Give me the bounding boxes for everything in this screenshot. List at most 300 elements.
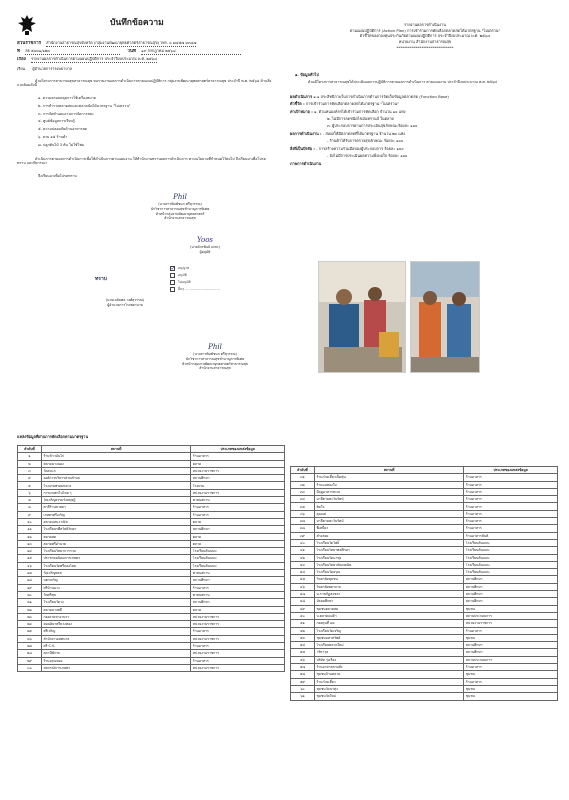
- report-goal-line: [290, 95, 449, 100]
- table-row: [18, 621, 285, 628]
- cell-no: ๔๕: [291, 576, 315, 583]
- signature-block-1: [115, 193, 245, 221]
- table-row: [18, 555, 285, 562]
- cell-type: ชุมชน: [464, 693, 558, 700]
- cell-type: ร้านอาหาร: [464, 510, 558, 517]
- table-row: [18, 613, 285, 620]
- memo-item: ๕. ความปลอดภัยด้านอาหารสด: [38, 127, 88, 132]
- check-label-4: อื่นๆ ................................: [178, 287, 220, 291]
- table-row: [291, 488, 558, 495]
- table-row: [291, 576, 558, 583]
- cell-no: ๓๒: [291, 481, 315, 488]
- cell-place: ประชาคมนิคมการเกษตร: [41, 555, 190, 562]
- signature-block-2: [160, 236, 250, 255]
- cell-place: ชุมชนมหาทรัพย์: [314, 634, 463, 641]
- memo-item: ๒. การสำรวจตลาดสดและตลาดนัดได้มาตรฐาน "ไม่เตรวน": [38, 103, 131, 108]
- cell-no: ๘: [18, 504, 42, 511]
- signature-scrawl-1: Phil: [173, 193, 187, 201]
- table-row: [291, 525, 558, 532]
- cell-no: ๒๖: [18, 635, 42, 642]
- cell-no: ๕๒: [291, 627, 315, 634]
- cell-place: เกษตรศรีเจริญ: [41, 511, 190, 518]
- agency-value: สำนักงานสาธารณสุขจังหวัด (กลุ่มงานพัฒนายุทธศาสตร์สาธารณสุข) โทร. ๐ ๗๔๕๗ ๓๓๔๗: [46, 41, 197, 45]
- check-label-1: อนุญาต: [178, 266, 190, 270]
- cell-no: ๔๓: [291, 561, 315, 568]
- cell-type: ร้านอาหาร: [191, 453, 285, 460]
- table-row: [291, 518, 558, 525]
- ref-label: ที่: [17, 49, 20, 54]
- goal-label: ผลดำเนินการ: [290, 94, 313, 99]
- result-label: ผลการดำเนินงาน :: [290, 131, 322, 136]
- report-result-line: [290, 132, 405, 137]
- cell-place: สหกรณ์การเกษตร: [41, 664, 190, 671]
- cell-type: ชุมชน: [464, 671, 558, 678]
- cell-no: ๔: [18, 475, 42, 482]
- cell-type: สถานศึกษา: [464, 576, 558, 583]
- memo-title: บันทึกข้อความ: [110, 18, 164, 28]
- cell-place: ม.ราชภัฏสงขลา: [314, 591, 463, 598]
- cell-type: ร้านอาหาร: [191, 657, 285, 664]
- cell-place: โรงเรียนวัดนาทุ่ง: [314, 554, 463, 561]
- cell-type: ร้านอาหาร: [464, 627, 558, 634]
- cell-type: ศาสนสถาน: [191, 570, 285, 577]
- cell-place: มาลีตามตะวันรัตน์: [314, 496, 463, 503]
- cell-no: ๓๘: [291, 525, 315, 532]
- check-other[interactable]: [170, 287, 175, 292]
- cell-type: ร้านอาหาร: [464, 678, 558, 685]
- cell-no: ๔๑: [291, 547, 315, 554]
- subject-line: [17, 57, 272, 63]
- cell-no: ๒๓: [18, 613, 42, 620]
- cell-place: การเกษตรในไทย ๆ: [41, 489, 190, 496]
- cell-place: ศรีบ้านฉาง: [41, 584, 190, 591]
- table-row: [18, 562, 285, 569]
- cell-place: ศรีเจริญ: [41, 628, 190, 635]
- memo-item: ๓. การจัดทำแผนงานการจัดการขยะ: [38, 111, 94, 116]
- signature-1-position-2: หัวหน้ากลุ่มงานพัฒนายุทธศาสตร์: [155, 211, 205, 216]
- col-header-place: สถานที่: [41, 446, 190, 453]
- indicator-value: การเข้าร่วมการคัดเลือกตลาดสดได้มาตรฐาน "ไม่เตรวน": [305, 101, 399, 106]
- table-row: [18, 599, 285, 606]
- photo-2-image: [411, 262, 480, 373]
- target-1: ๑. ตัวแทนองค์กรได้เข้าร่วมการคัดเลือก จำนวน ๑๐ แห่ง: [313, 109, 406, 114]
- agency-label: ส่วนราชการ: [17, 41, 42, 46]
- cell-place: โรงเรียนวิทยาลัยเทคนิค: [314, 561, 463, 568]
- cell-type: สถานศึกษา: [464, 642, 558, 649]
- cell-type: สถานประกอบการ: [464, 612, 558, 619]
- cell-place: มาลีตามตะวันรัตน์: [314, 518, 463, 525]
- table-row: [18, 664, 285, 671]
- cell-type: สถานศึกษา: [464, 591, 558, 598]
- cell-no: ๔๘: [291, 598, 315, 605]
- col-header-place: สถานที่: [314, 467, 463, 474]
- check-label-3: ไม่อนุมัติ: [178, 280, 191, 284]
- cell-place: โรงเรียนวัดอรุณ: [314, 569, 463, 576]
- cell-type: ตลาด: [191, 606, 285, 613]
- cell-no: ๙: [18, 511, 42, 518]
- signature-4-position-2: หัวหน้ากลุ่มงานพัฒนายุทธศาสตร์สาธารณสุข: [181, 361, 249, 366]
- cell-type: โรงเรียนต้นแบบ: [464, 539, 558, 546]
- report-head-2: ตามแผนปฏิบัติการ (Action Plan) การเข้าร่วมการคัดเลือกตลาดสดได้มาตรฐาน "ไม่เตรวน": [349, 27, 501, 33]
- cell-no: ๓๙: [291, 532, 315, 539]
- cell-no: ๓๗: [291, 518, 315, 525]
- cell-no: ๕๙: [291, 678, 315, 685]
- agency-line: [17, 41, 272, 47]
- photo-1-image: [319, 262, 406, 373]
- table-row: [291, 678, 558, 685]
- cell-type: โรงเรียนต้นแบบ: [464, 561, 558, 568]
- to-label: เรียน: [17, 67, 26, 71]
- cell-place: ตาลีร้านขายยา: [41, 504, 190, 511]
- cell-type: โรงแรม: [191, 482, 285, 489]
- cell-type: ชุมชน: [464, 634, 558, 641]
- cell-no: ๒๘: [18, 650, 42, 657]
- check-label-2: อนุมัติ: [178, 273, 187, 277]
- report-head-1: รายงานผลการดำเนินงาน: [404, 22, 446, 27]
- report-target-line: [290, 110, 406, 115]
- cell-type: สถานศึกษา: [464, 649, 558, 656]
- table-row: [18, 643, 285, 650]
- cell-type: ร้านอาหาร: [464, 474, 558, 481]
- cell-type: ร้านอาหาร: [464, 488, 558, 495]
- cell-no: ๕๑: [291, 620, 315, 627]
- col-header-no: ลำดับที่: [291, 467, 315, 474]
- cell-type: ร้านอาหาร: [464, 664, 558, 671]
- cell-place: ร้านก๋วยเตี๋ยว: [314, 678, 463, 685]
- table-row: [18, 548, 285, 555]
- table-row: [291, 649, 558, 656]
- cell-no: ๒๒: [18, 606, 42, 613]
- cell-place: มัธยมศึกษา: [314, 598, 463, 605]
- table-row: [291, 605, 558, 612]
- cell-no: ๑๓: [18, 540, 42, 547]
- cell-no: ๔๙: [291, 605, 315, 612]
- cell-type: สถานศึกษา: [191, 577, 285, 584]
- table-caption: แหล่งข้อมูลที่ผ่านการคัดเลือกตามมาตรฐาน: [17, 434, 89, 439]
- result-2: - ร้านค้าได้รับการตรวจสุขลักษณะ ร้อยละ ๑๐๐: [327, 138, 404, 143]
- report-section-1: ๑. ข้อมูลทั่วไป: [295, 72, 319, 77]
- signature-scrawl-4: Phil: [208, 343, 222, 351]
- cell-type: หน่วยงานราชการ: [191, 635, 285, 642]
- cell-no: ๓: [18, 467, 42, 474]
- memo-item: ๖. สวน ๑๕ ร้านค้า: [38, 135, 68, 139]
- cell-place: วัดสะแก: [41, 467, 190, 474]
- cell-no: ๕: [18, 482, 42, 489]
- cell-type: ร้านอาหาร: [464, 481, 558, 488]
- cell-no: ๓๖: [291, 510, 315, 517]
- cell-type: ร้านอาหารสันติ: [464, 532, 558, 539]
- cell-type: ร้านอาหาร: [464, 525, 558, 532]
- cell-place: วัดเจริญพรต: [41, 570, 190, 577]
- table-row: [291, 539, 558, 546]
- target-2: ๒. ไม่มีการลดชนิดไขมันทรานส์ ในตลาด: [327, 116, 394, 121]
- table-row: [291, 671, 558, 678]
- cell-no: ๑๔: [18, 548, 42, 555]
- subject-value: รายงานผลการดำเนินการตามแผนปฏิบัติการ ประจำปีงบประมาณ พ.ศ. ๒๕๖๔: [31, 57, 158, 61]
- cell-type: ร้านอาหาร: [191, 628, 285, 635]
- cell-no: ๖: [18, 489, 42, 496]
- memo-item: ๑. ความครอบคลุมการใช้เครื่องหมาย: [38, 96, 96, 100]
- memo-item: ๗. ปลูกต้นไม้ 3 ต้น ไม่ใช้โฟม: [38, 142, 85, 147]
- table-row: [291, 481, 558, 488]
- cell-place: วิทยาลัยชุมชน: [314, 576, 463, 583]
- cell-no: ๒๑: [18, 599, 42, 606]
- cell-place: มีฤดูอาหารทะเล: [314, 488, 463, 495]
- cell-no: ๖๐: [291, 685, 315, 692]
- goal-value: ๑.๑ ประสิทธิภาพในการดำเนินการด้านการจัดเก็บข้อมูลตลาดสด (Function Base): [313, 94, 449, 99]
- cell-place: คอนดิยาตรีดวงทอง: [41, 621, 190, 628]
- table-row: [291, 554, 558, 561]
- check-reject[interactable]: [170, 280, 175, 285]
- check-approve[interactable]: [170, 266, 175, 271]
- cell-no: ๓๕: [291, 503, 315, 510]
- table-row: [18, 460, 285, 467]
- cell-no: ๒: [18, 460, 42, 467]
- cell-place: วัดเจริญธรรมรังสฤษฎ์: [41, 497, 190, 504]
- table-row: [291, 612, 558, 619]
- signature-3-position: ผู้อำนวยการโรงพยาบาล: [107, 302, 143, 307]
- report-head-3: ตัวชี้วัดของกองทุนประกันภัยตามแผนปฏิบัติการ ประจำปีงบประมาณ พ.ศ. ๒๕๖๔: [359, 33, 491, 39]
- cell-type: หน่วยงานราชการ: [191, 489, 285, 496]
- table-row: [291, 598, 558, 605]
- cell-no: ๔๒: [291, 554, 315, 561]
- report-header: [290, 22, 560, 50]
- activity-photo-1: [318, 261, 406, 373]
- cell-place: โรงเรียนวัดโพธิ์: [314, 539, 463, 546]
- signature-2-name: (นายจักรพันธ์ เดชะ): [190, 245, 220, 250]
- table-row: [291, 634, 558, 641]
- cell-place: ชุมชนตลาดสด: [314, 605, 463, 612]
- garuda-emblem-icon: [17, 14, 37, 36]
- table-header-row: [18, 446, 285, 453]
- cell-type: ตลาด: [191, 533, 285, 540]
- cell-no: ๕๐: [291, 612, 315, 619]
- issue-1: - การสร้างความร่วมมือของผู้ประกอบการ ร้อยละ ๑๐๐: [316, 146, 404, 151]
- cell-type: หน่วยงานราชการ: [191, 664, 285, 671]
- col-header-type: ประเภทของแหล่งข้อมูล: [464, 467, 558, 474]
- table-row: [291, 510, 558, 517]
- cell-type: ร้านอาหาร: [191, 584, 285, 591]
- cell-place: ร้านแม่ทองใบ: [314, 481, 463, 488]
- cell-place: กองลาดหางวนรา: [41, 613, 190, 620]
- cell-type: โรงเรียนต้นแบบ: [191, 562, 285, 569]
- table-row: [18, 453, 285, 460]
- cell-no: ๕๘: [291, 671, 315, 678]
- ref-line: [17, 49, 272, 55]
- table-row: [18, 540, 285, 547]
- cell-place: สำนักงานเทศบาล: [41, 635, 190, 642]
- cell-no: ๖๑: [291, 693, 315, 700]
- report-head-4: หน่วยงาน สำนักงานสาธารณสุข: [398, 39, 452, 45]
- table-row: [291, 591, 558, 598]
- cell-place: บ.ตลาดแม่ค้า: [314, 612, 463, 619]
- target-3: ๓. ผู้ประกอบการผ่านการประเมินสุขลักษณะร้อยละ ๑๐๐: [327, 123, 418, 128]
- cell-no: ๓๑: [291, 474, 315, 481]
- cell-type: หน่วยงานราชการ: [191, 650, 285, 657]
- cell-place: ชุมชนวัดนาทุ่ง: [314, 685, 463, 692]
- table-row: [291, 685, 558, 692]
- signature-4-position-3: สำนักงานสาธารณสุข: [199, 366, 231, 371]
- report-section-1-text: ด้วยมีโครงการสาธารณสุขได้ประเมินผลการปฏิบัติการตามผลการดำเนินการ ตามแผนงาน ประจำปีงบประมาณ พ.ศ. ๒๕๖๔: [308, 80, 498, 84]
- cell-type: ร้านอาหาร: [191, 643, 285, 650]
- cell-place: องค์การบริหารส่วนตำบล: [41, 475, 190, 482]
- cell-type: ร้านอาหาร: [464, 503, 558, 510]
- cell-place: ตลาดศรีอำนวย: [41, 540, 190, 547]
- cell-type: ร้านอาหาร: [191, 511, 285, 518]
- cell-place: ติดใจ: [314, 503, 463, 510]
- cell-place: วิทยาลัยพยาบาล: [314, 583, 463, 590]
- to-value: ผู้อำนวยการโรงพยาบาล: [32, 67, 73, 71]
- cell-no: ๕๔: [291, 642, 315, 649]
- table-row: [18, 577, 285, 584]
- col-header-type: ประเภทของแหล่งข้อมูล: [191, 446, 285, 453]
- table-row: [291, 642, 558, 649]
- table-row: [291, 547, 558, 554]
- cell-no: ๒๙: [18, 657, 42, 664]
- sites-table-left: [17, 445, 285, 672]
- signature-2-position: ผู้อนุมัติ: [199, 250, 211, 255]
- table-row: [18, 497, 285, 504]
- cell-place: ตลาดสด: [41, 533, 190, 540]
- cell-no: ๑๕: [18, 555, 42, 562]
- col-header-no: ลำดับที่: [18, 446, 42, 453]
- cell-type: ตลาด: [191, 518, 285, 525]
- table-row: [291, 656, 558, 663]
- memo-closing: จึงเรียนมาเพื่อโปรดทราบ: [38, 174, 77, 178]
- cell-type: สถานศึกษา: [191, 475, 285, 482]
- cell-no: ๒๗: [18, 643, 42, 650]
- table-row: [291, 693, 558, 700]
- activity-photo-2: [410, 261, 480, 373]
- cell-place: โรงเรียนวัดวง: [41, 599, 190, 606]
- cell-type: หน่วยงานราชการ: [191, 621, 285, 628]
- table-row: [18, 591, 285, 598]
- cell-type: สถานศึกษา: [464, 598, 558, 605]
- table-row: [291, 561, 558, 568]
- cell-no: ๓๔: [291, 496, 315, 503]
- table-row: [18, 584, 285, 591]
- cell-no: ๒๔: [18, 621, 42, 628]
- check-approve-2[interactable]: [170, 273, 175, 278]
- cell-place: ตลาดบางพลี: [41, 606, 190, 613]
- memo-paragraph-1: ด้วยโครงการสาธารณสุขสาธารณสุข ขอรายงานผลการดำเนินการตามแผนปฏิบัติการ กลุ่มงานพัฒนายุทธศาสตร์สาธารณสุข ประจำปี พ.ศ. ๒๕๖๔ ด้านสิ่งแวดล้อมดังนี้: [17, 79, 272, 88]
- ref-value: สธ ๕๐๓๑/๑๒๓: [25, 49, 120, 55]
- cell-no: ๔๐: [291, 539, 315, 546]
- result-1: - ส่งผลให้มีตลาดสดที่ได้มาตรฐาน จำนวน ๒๓ แห่ง: [322, 131, 406, 136]
- table-row: [18, 650, 285, 657]
- cell-no: ๑๘: [18, 577, 42, 584]
- table-row: [18, 475, 285, 482]
- cell-no: ๔๖: [291, 583, 315, 590]
- table-row: [291, 503, 558, 510]
- cell-type: โรงเรียนต้นแบบ: [464, 554, 558, 561]
- cell-no: ๒๕: [18, 628, 42, 635]
- table-row: [18, 489, 285, 496]
- cell-place: นครเจริญ: [41, 577, 190, 584]
- table-row: [18, 467, 285, 474]
- report-head-dots: ******************************: [396, 44, 454, 50]
- table-row: [291, 474, 558, 481]
- table-row: [291, 532, 558, 539]
- cell-place: โรงเรียนรพีสวัสดิวิทยา: [41, 526, 190, 533]
- table-row: [291, 620, 558, 627]
- cell-type: ร้านอาหาร: [464, 496, 558, 503]
- table-row: [18, 511, 285, 518]
- cell-type: ชุมชน: [464, 605, 558, 612]
- cell-type: โรงเรียนต้นแบบ: [464, 569, 558, 576]
- cell-type: หน่วยงานราชการ: [191, 467, 285, 474]
- approve-label: ทราบ: [95, 276, 107, 282]
- cell-type: โรงเรียนต้นแบบ: [464, 547, 558, 554]
- cell-no: ๑๐: [18, 518, 42, 525]
- table-row: [18, 628, 285, 635]
- cell-type: ตลาด: [191, 460, 285, 467]
- table-row: [18, 570, 285, 577]
- cell-place: บริษัท รุ่งเรือง: [314, 656, 463, 663]
- cell-place: ชุมชนบ้านตลาด: [314, 671, 463, 678]
- cell-no: ๗: [18, 497, 42, 504]
- photo-section-label: ภาพการดำเนินงาน: [290, 161, 322, 166]
- table-row: [291, 583, 558, 590]
- cell-place: ตลาดนางนอง: [41, 460, 190, 467]
- table-row: [18, 657, 285, 664]
- signature-block-3: [80, 298, 170, 307]
- sites-table-right: [290, 466, 558, 701]
- cell-no: ๕๗: [291, 664, 315, 671]
- cell-type: โรงเรียนต้นแบบ: [191, 555, 285, 562]
- cell-type: ร้านอาหาร: [464, 518, 558, 525]
- memo-paragraph-2: ดำเนินการตามผลการดำเนินการเพื่อให้ดำเนินการตามแผนงาน ให้สำนักงานทราบผลการดำเนินการ ตามนโยบายที่กำหนดไว้ต่อไป จึงเรียนมาเพื่อโปรดทราบ และพิจารณา: [17, 157, 266, 166]
- cell-type: ศาสนสถาน: [191, 591, 285, 598]
- table-row: [291, 664, 558, 671]
- cell-type: หน่วยงานราชการ: [191, 613, 285, 620]
- to-line: [17, 67, 272, 72]
- cell-type: โรงเรียนต้นแบบ: [191, 548, 285, 555]
- signature-4-position-1: นักวิชาการสาธารณสุขชำนาญการพิเศษ: [185, 357, 245, 362]
- signature-1-position-3: สำนักงานสาธารณสุข: [164, 216, 196, 221]
- table-row: [18, 482, 285, 489]
- cell-type: หน่วยงานราชการ: [464, 620, 558, 627]
- cell-no: ๕๓: [291, 634, 315, 641]
- cell-type: สถานศึกษา: [464, 583, 558, 590]
- cell-no: ๕๕: [291, 649, 315, 656]
- issue-label: สิ่งที่เป็นปัจจัย :: [290, 146, 315, 151]
- cell-no: ๑๙: [18, 584, 42, 591]
- cell-no: ๒๐: [18, 591, 42, 598]
- cell-type: ร้านอาหาร: [191, 504, 285, 511]
- report-issue-line: [290, 147, 404, 152]
- cell-no: ๓๓: [291, 488, 315, 495]
- cell-place: โรงเรียนวัดเจริญ: [314, 627, 463, 634]
- table-row: [291, 569, 558, 576]
- subject-label: เรื่อง: [17, 57, 26, 62]
- cell-type: ชุมชน: [464, 685, 558, 692]
- table-row: [291, 627, 558, 634]
- table-row: [18, 504, 285, 511]
- table-row: [291, 496, 558, 503]
- cell-no: ๑๖: [18, 562, 42, 569]
- cell-place: โรงเรียนวิทยาการรวม: [41, 548, 190, 555]
- cell-place: ร้านอรุณทอง: [41, 657, 190, 664]
- cell-place: ศรี C.V.: [41, 643, 190, 650]
- signature-1-name: (นางสาวพิมพ์ชนก ศรีสุวรรณ): [158, 202, 202, 207]
- cell-place: ร้านก๋วยเตี๋ยวเป็ดตุ๋น: [314, 474, 463, 481]
- cell-no: ๑๑: [18, 526, 42, 533]
- cell-no: ๑: [18, 453, 42, 460]
- cell-place: ร้านอาหารตามสั่ง: [314, 664, 463, 671]
- date-label: วันที่: [127, 49, 136, 54]
- cell-type: ตลาด: [191, 540, 285, 547]
